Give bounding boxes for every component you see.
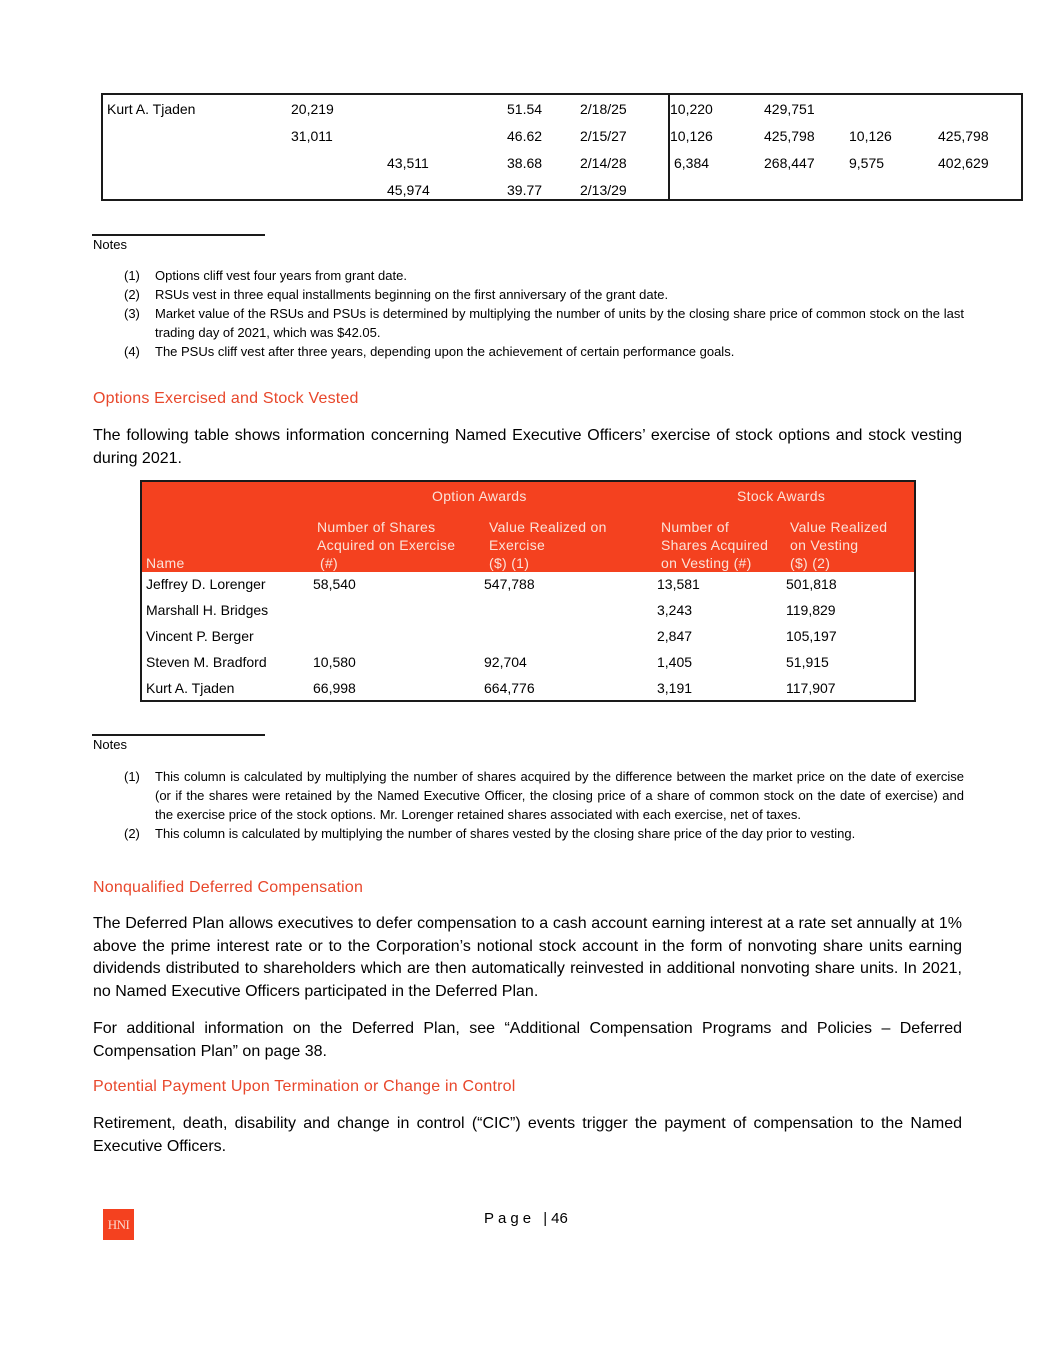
section-title-options-exercised: Options Exercised and Stock Vested <box>93 390 359 407</box>
cell-shares-vesting: 3,191 <box>657 680 693 696</box>
hni-logo <box>103 1209 134 1240</box>
table-cell-expiration: 2/15/27 <box>580 128 627 144</box>
section-title-termination: Potential Payment Upon Termination or Change in Control <box>93 1078 516 1095</box>
options-intro-paragraph: The following table shows information concerning Named Executive Officers’ exercise of stock options and stock vesting during 2021. <box>93 427 962 467</box>
table-cell-price: 38.68 <box>507 155 543 171</box>
note-item <box>124 285 964 304</box>
note-number: (1) <box>124 769 140 784</box>
table-row <box>142 676 914 702</box>
cell-shares-exercise: 58,540 <box>313 576 356 592</box>
table-cell-expiration: 2/14/28 <box>580 155 627 171</box>
cell-value-vesting: 117,907 <box>786 680 836 696</box>
table-row <box>142 598 914 624</box>
cell-name: Vincent P. Berger <box>146 628 254 644</box>
note-item <box>124 767 964 824</box>
note-text: Options cliff vest four years from grant date. <box>155 268 407 283</box>
table-cell-name: Kurt A. Tjaden <box>107 101 196 117</box>
table-cell-rsu-units: 10,126 <box>670 128 713 144</box>
cell-shares-vesting: 13,581 <box>657 576 700 592</box>
cell-value-vesting: 501,818 <box>786 576 837 592</box>
cell-name: Jeffrey D. Lorenger <box>146 576 266 592</box>
table-header <box>142 482 914 572</box>
table-cell-exercisable: 31,011 <box>291 128 333 144</box>
table-cell-psu-value: 425,798 <box>938 128 989 144</box>
note-item <box>124 304 964 342</box>
section-title-deferred-compensation: Nonqualified Deferred Compensation <box>93 879 364 896</box>
header-value-realized-vesting: on Vesting <box>790 537 859 553</box>
table-row <box>142 624 914 650</box>
cell-name: Steven M. Bradford <box>146 654 267 670</box>
note-text: Market value of the RSUs and PSUs is determined by multiplying the number of units by the closing share price of common stock on the last trading day of 2021, which was $42.05. <box>155 306 964 340</box>
table-cell-expiration: 2/18/25 <box>580 101 627 117</box>
table-cell-rsu-value: 268,447 <box>764 155 815 171</box>
cell-value-vesting: 105,197 <box>786 628 837 644</box>
header-shares-acquired-vesting: Shares Acquired <box>661 537 769 553</box>
header-value-realized-exercise: Exercise <box>489 537 546 553</box>
header-value-realized-exercise: ($) (1) <box>489 555 530 571</box>
deferred-paragraph-2: For additional information on the Deferred Plan, see “Additional Compensation Programs and Policies – Deferred Compensation Plan” on page 38. <box>93 1020 962 1060</box>
notes-rule <box>92 734 265 736</box>
table-cell-price: 46.62 <box>507 128 543 144</box>
header-shares-acquired-exercise: Number of Shares <box>317 519 436 535</box>
table-cell-rsu-units: 10,220 <box>670 101 713 117</box>
cell-value-vesting: 51,915 <box>786 654 829 670</box>
note-number: (4) <box>124 344 140 359</box>
note-number: (2) <box>124 826 140 841</box>
cell-shares-vesting: 1,405 <box>657 654 693 670</box>
cell-shares-exercise: 66,998 <box>313 680 356 696</box>
table-row <box>142 650 914 676</box>
header-value-realized-vesting: Value Realized <box>790 519 888 535</box>
cell-shares-vesting: 3,243 <box>657 602 693 618</box>
cell-value-exercise: 664,776 <box>484 680 535 696</box>
note-number: (3) <box>124 306 140 321</box>
table-cell-price: 39.77 <box>507 182 543 198</box>
note-number: (1) <box>124 268 140 283</box>
table-cell-psu-value: 402,629 <box>938 155 989 171</box>
header-option-awards: Option Awards <box>432 488 527 504</box>
outstanding-awards-table <box>101 93 1023 201</box>
cell-value-exercise: 547,788 <box>484 576 535 592</box>
cell-shares-vesting: 2,847 <box>657 628 693 644</box>
notes-label: Notes <box>93 237 127 252</box>
table-cell-price: 51.54 <box>507 101 543 117</box>
cell-name: Marshall H. Bridges <box>146 602 269 618</box>
header-stock-awards: Stock Awards <box>737 488 826 504</box>
page-number <box>484 1210 568 1227</box>
table-cell-unexercisable: 43,511 <box>387 155 429 171</box>
table-cell-psu-units: 10,126 <box>849 128 892 144</box>
header-shares-acquired-vesting: Number of <box>661 519 730 535</box>
termination-paragraph: Retirement, death, disability and change in control (“CIC”) events trigger the payment of compensation to the Named Executive Officers. <box>93 1115 962 1155</box>
note-number: (2) <box>124 287 140 302</box>
note-text: The PSUs cliff vest after three years, depending upon the achievement of certain performance goals. <box>155 344 735 359</box>
notes-rule <box>92 234 265 236</box>
header-value-realized-exercise: Value Realized on <box>489 519 607 535</box>
table-cell-rsu-value: 425,798 <box>764 128 815 144</box>
table-cell-unexercisable: 45,974 <box>387 182 430 198</box>
header-shares-acquired-vesting: on Vesting (#) <box>661 555 752 571</box>
cell-shares-exercise: 10,580 <box>313 654 356 670</box>
table-cell-rsu-value: 429,751 <box>764 101 815 117</box>
note-text: This column is calculated by multiplying the number of shares vested by the closing share price of the day prior to vesting. <box>155 826 856 841</box>
deferred-paragraph-1: The Deferred Plan allows executives to defer compensation to a cash account earning interest at a rate set annually at 1% above the prime interest rate or to the Corporation’s notional stock account in the form of nonvoting share units earning dividends distributed to shareholders which are then automatically reinvested in additional nonvoting share units. In 2021, no Named Executive Officers participated in the Deferred Plan. <box>93 915 962 1000</box>
cell-value-exercise: 92,704 <box>484 654 527 670</box>
table-cell-exercisable: 20,219 <box>291 101 334 117</box>
cell-value-vesting: 119,829 <box>786 602 836 618</box>
header-shares-acquired-exercise: (#) <box>320 555 339 571</box>
header-value-realized-vesting: ($) (2) <box>790 555 831 571</box>
note-text: RSUs vest in three equal installments beginning on the first anniversary of the grant date. <box>155 287 669 302</box>
page-number-value: 46 <box>551 1210 568 1227</box>
table-cell-rsu-units: 6,384 <box>674 155 710 171</box>
note-item <box>124 342 964 361</box>
notes-label: Notes <box>93 737 127 752</box>
note-item <box>124 824 964 843</box>
note-item <box>124 266 964 285</box>
note-text: This column is calculated by multiplying the number of shares acquired by the difference between the market price on the date of exercise (or if the shares were retained by the Named Executive Officer, the closing price of a share of common stock on the date of exercise) and the exercise price of the stock options. Mr. Lorenger retained shares associated with each exercise, net of taxes. <box>155 769 964 822</box>
header-shares-acquired-exercise: Acquired on Exercise <box>317 537 456 553</box>
table-cell-expiration: 2/13/29 <box>580 182 627 198</box>
table-row <box>142 572 914 598</box>
cell-name: Kurt A. Tjaden <box>146 680 235 696</box>
logo-text: HNI <box>107 1216 130 1232</box>
header-name: Name <box>146 555 185 571</box>
options-exercised-table <box>140 480 916 702</box>
page-label: Page | <box>484 1210 552 1227</box>
table-cell-psu-units: 9,575 <box>849 155 885 171</box>
